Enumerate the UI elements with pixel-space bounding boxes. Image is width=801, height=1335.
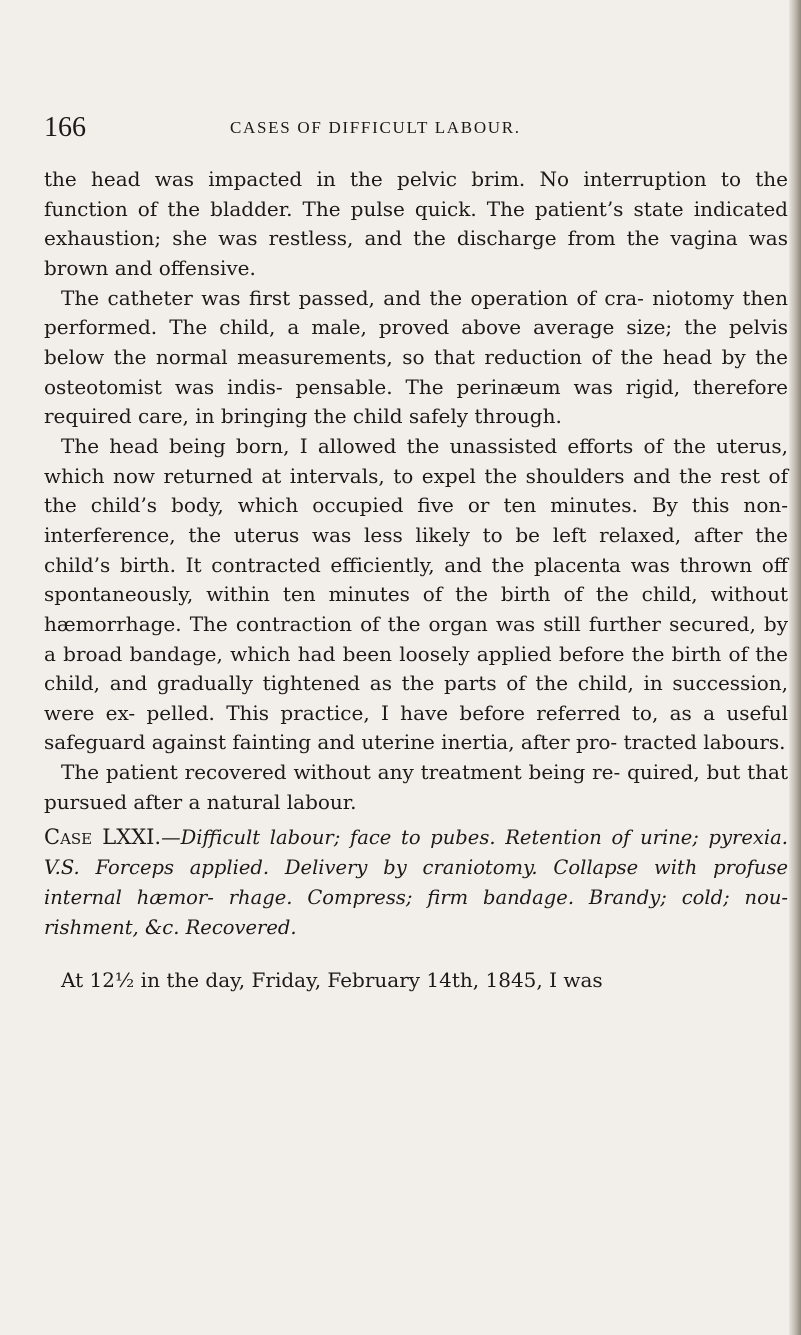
paragraph: The head being born, I allowed the unassisted efforts of the uterus, which now returned at intervals, to expel the shoulders and the rest of the child’s body, which occupied five or ten minutes. By this non-interference, the uterus was less likely to be left relaxed, after the child’s birth. It contracted efficiently, and the placenta was thrown off spontaneously, within ten minutes of the birth of the child, without hæmorrhage. The contraction of the organ was still further secured, by a broad bandage, which had been loosely applied before the birth of the child, and gradually tightened as the parts of the child, in succession, were ex- pelled. This practice, I have before referred to, as a useful safeguard against fainting and uterine inertia, after pro- tracted labours. bbox=[44, 433, 788, 755]
paragraph-start: At 12½ in the day, Friday, February 14th, 1845, I was bbox=[61, 968, 603, 992]
body-text bbox=[44, 165, 788, 817]
paragraph: The patient recovered without any treatment being re- quired, but that pursued after a natural labour. bbox=[44, 760, 788, 814]
running-head: CASES OF DIFFICULT LABOUR. bbox=[230, 118, 521, 137]
case-summary-text: —Difficult labour; face to pubes. Retention of urine; pyrexia. V.S. Forceps applied. Delivery by craniotomy. Collapse with profuse internal hæmor- rhage. Compress; firm bandage. Brandy; cold; nou- rishment, &c. Recovered. bbox=[44, 826, 788, 939]
page-edge-shadow bbox=[789, 0, 801, 1335]
paragraph: the head was impacted in the pelvic brim. No interruption to the function of the bladder. The pulse quick. The patient’s state indicated exhaustion; she was restless, and the discharge from the vagina was brown and offensive. bbox=[44, 167, 788, 280]
case-label: Case LXXI. bbox=[44, 825, 162, 849]
paragraph: The catheter was first passed, and the operation of cra- niotomy then performed. The child, a male, proved above average size; the pelvis below the normal measurements, so that reduction of the head by the osteotomist was indis- pensable. The perinæum was rigid, therefore required care, in bringing the child safely through. bbox=[44, 285, 788, 429]
page-number: 166 bbox=[44, 112, 86, 143]
page-header bbox=[44, 112, 787, 144]
case-summary bbox=[44, 822, 788, 943]
